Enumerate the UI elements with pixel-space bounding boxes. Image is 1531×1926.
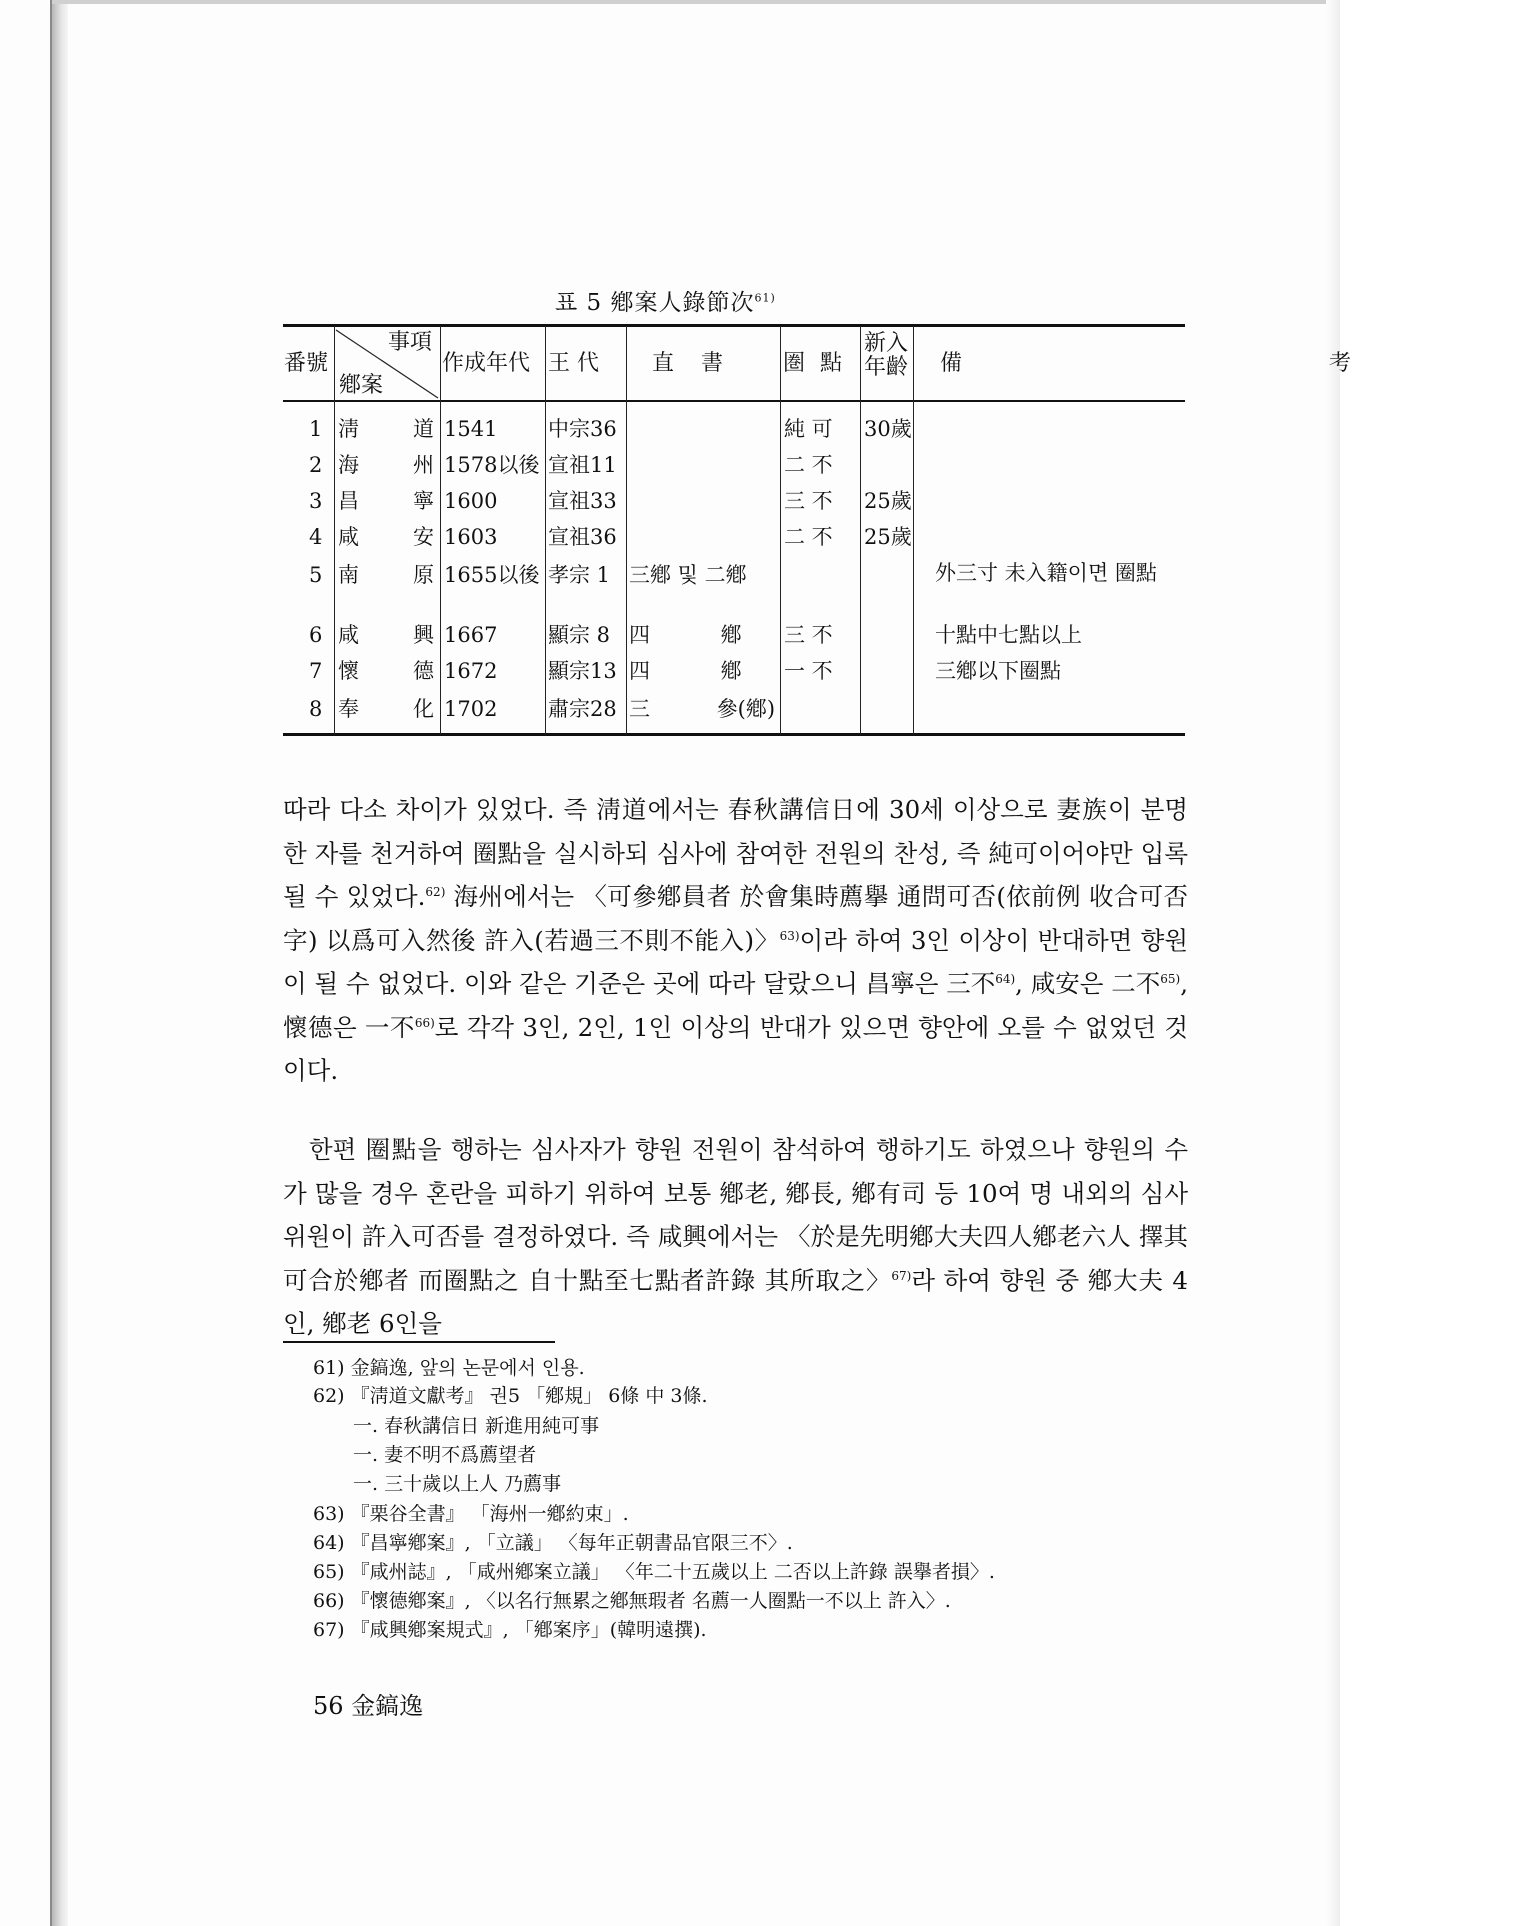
row-year: 1578以後: [444, 453, 540, 477]
row-king: 顯宗 8: [548, 623, 611, 647]
footnote-ref: 65): [1160, 971, 1181, 986]
header-hyangan: 鄕案: [339, 373, 384, 398]
row-remarks: 三鄕以下圈點: [935, 659, 1061, 683]
row-year: 1600: [444, 489, 498, 513]
footnote-ref: 67): [891, 1268, 912, 1283]
table-col-divider: [440, 326, 441, 735]
row-place-char: 昌: [338, 489, 359, 513]
row-place-char: 興: [413, 623, 434, 647]
row-place-char: 安: [413, 525, 434, 549]
footnote-62-item: 一. 妻不明不爲薦望者: [353, 1444, 537, 1466]
footnote-ref: 66): [414, 1015, 435, 1030]
footnote-66: 66) 『懷德鄕案』, 〈以名行無累之鄕無瑕者 名薦一人圈點一不以上 許入〉.: [313, 1590, 951, 1612]
footnote-62-item: 一. 三十歲以上人 乃薦事: [353, 1473, 562, 1495]
table-caption-text: 표 5 鄕案人錄節次: [555, 290, 755, 316]
row-king: 孝宗 1: [548, 563, 611, 587]
row-age: 25歲: [864, 525, 912, 549]
header-king: 王 代: [548, 351, 599, 376]
row-circle: 二 不: [784, 453, 833, 477]
header-number: 番號: [284, 351, 329, 376]
row-place: [338, 622, 434, 648]
row-king: 顯宗13: [548, 659, 617, 683]
row-place: [338, 562, 434, 588]
row-year: 1655以後: [444, 563, 540, 587]
page-right-shadow: [1326, 0, 1340, 1926]
row-number: 5: [309, 563, 323, 587]
header-item: 事項: [388, 330, 433, 355]
row-circle: 一 不: [784, 659, 833, 683]
row-year: 1603: [444, 525, 498, 549]
row-place-char: 咸: [338, 525, 359, 549]
header-year: 作成年代: [442, 351, 531, 376]
row-place: [338, 696, 434, 722]
header-circle-points: 圏 點: [783, 351, 846, 376]
page-top-edge: [52, 0, 1340, 4]
row-number: 8: [309, 697, 323, 721]
row-age: 30歲: [864, 417, 912, 441]
row-place-char: 淸: [338, 417, 359, 441]
para-text: 한편 圈點을 행하는 심사자가 향원 전원이 참석하여 행하기도 하였으나 향원의 수가 많을 경우 혼란을 피하기 위하여 보통 鄕老, 鄕長, 鄕有司 등 10여 명 내외의 심사위원이 許入可否를 결정하였다. 즉 咸興에서는 〈於是先明鄕大夫四人鄕老六人 擇其可合於鄕者 而圈點之 自十點至七點者許錄 其所取之〉: [283, 1135, 1188, 1295]
para-text: 라 하여 향원 중 鄕大夫 4인, 鄕老 6인을: [283, 1265, 1188, 1338]
body-paragraph-2: [283, 1128, 1188, 1346]
row-year: 1541: [444, 417, 498, 441]
table-col-divider: [626, 326, 627, 735]
para-text: 로 각각 3인, 2인, 1인 이상의 반대가 있으면 향안에 오를 수 없었던 것이다.: [283, 1012, 1188, 1085]
row-year: 1702: [444, 697, 498, 721]
row-king: 宣祖36: [548, 525, 617, 549]
header-criteria: 直 書: [652, 351, 733, 376]
footnote-ref: 63): [779, 928, 800, 943]
row-criteria: 三鄕 및 二鄕: [629, 563, 747, 587]
table-bottom-rule: [283, 733, 1185, 736]
row-criteria: 三 參(鄕): [629, 697, 776, 721]
row-circle: 三 不: [784, 623, 833, 647]
row-number: 1: [309, 417, 323, 441]
para-text: 따라 다소 차이가 있었다. 즉 淸道에서는 春秋講信日에 30세 이상으로 妻族이 분명한 자를 천거하여 圈點을 실시하되 심사에 참여한 전원의 찬성, 즉 純可이어야만 입록될 수 있었다.: [283, 795, 1188, 911]
row-number: 4: [309, 525, 323, 549]
row-criteria: 四 鄕: [629, 623, 742, 647]
row-year: 1667: [444, 623, 498, 647]
footnote-separator: [283, 1341, 555, 1343]
table-col-divider: [860, 326, 861, 735]
para-text: 이라 하여 3인 이상이 반대하면 향원이 될 수 없었다. 이와 같은 기준은 곳에 따라 달랐으니 昌寧은 三不: [283, 925, 1188, 998]
row-place-char: 懷: [338, 659, 359, 683]
row-circle: 純 可: [784, 417, 833, 441]
footnote-64: 64) 『昌寧鄕案』, 「立議」 〈每年正朝書品官限三不〉.: [313, 1532, 793, 1554]
table-col-divider: [780, 326, 781, 735]
body-paragraph-1: [283, 788, 1188, 1093]
row-king: 宣祖11: [548, 453, 617, 477]
footnote-67: 67) 『咸興鄕案規式』, 「鄕案序」(韓明遠撰).: [313, 1619, 707, 1641]
row-place-char: 奉: [338, 697, 359, 721]
row-remarks: 十點中七點以上: [935, 623, 1082, 647]
footnote-62-item: 一. 春秋講信日 新進用純可事: [353, 1415, 600, 1437]
para-text: , 咸安은 二不: [1015, 969, 1161, 998]
footnote-61: 61) 金鎬逸, 앞의 논문에서 인용.: [313, 1357, 585, 1379]
row-place: [338, 524, 434, 550]
table-header-rule: [283, 400, 1185, 402]
row-place-char: 南: [338, 563, 359, 587]
table-col-divider: [913, 326, 914, 735]
para-text: , 懷德은 一不: [283, 969, 1188, 1042]
row-place-char: 寧: [413, 489, 434, 513]
row-place-char: 道: [413, 417, 434, 441]
footnote-62: 62) 『淸道文獻考』 권5 「鄕規」 6條 中 3條.: [313, 1385, 708, 1407]
table-col-divider: [545, 326, 546, 735]
para-text: 海州에서는 〈可參鄕員者 於會集時薦擧 通問可否(依前例 收合可否字) 以爲可入然後 許入(若過三不則不能入)〉: [283, 882, 1189, 955]
row-remarks: 外三寸 未入籍이면 圈點: [935, 561, 1157, 585]
row-place-char: 咸: [338, 623, 359, 647]
header-new-age: 新入年齡: [864, 331, 909, 380]
row-place-char: 海: [338, 453, 359, 477]
row-place: [338, 416, 434, 442]
page-number-author: 56 金鎬逸: [313, 1692, 424, 1720]
row-king: 中宗36: [548, 417, 617, 441]
footnote-ref: 64): [995, 971, 1016, 986]
row-place: [338, 488, 434, 514]
table-caption-footnote-ref: 61): [754, 291, 776, 305]
row-place: [338, 658, 434, 684]
row-place-char: 原: [413, 563, 434, 587]
row-year: 1672: [444, 659, 498, 683]
row-king: 宣祖33: [548, 489, 617, 513]
row-number: 3: [309, 489, 323, 513]
row-place-char: 德: [413, 659, 434, 683]
row-criteria: 四 鄕: [629, 659, 742, 683]
row-number: 6: [309, 623, 323, 647]
header-remarks: 備 考: [940, 351, 1531, 376]
row-number: 7: [309, 659, 323, 683]
footnote-63: 63) 『栗谷全書』 「海州一鄕約束」.: [313, 1503, 629, 1525]
row-king: 肅宗28: [548, 697, 617, 721]
row-place: [338, 452, 434, 478]
footnote-65: 65) 『咸州誌』, 「咸州鄕案立議」 〈年二十五歲以上 二否以上許錄 誤擧者損〉.: [313, 1561, 995, 1583]
row-place-char: 州: [413, 453, 434, 477]
table-caption: [555, 284, 776, 317]
row-place-char: 化: [413, 697, 434, 721]
row-age: 25歲: [864, 489, 912, 513]
row-circle: 二 不: [784, 525, 833, 549]
footnote-ref: 62): [425, 884, 446, 899]
page-binding-shadow: [52, 0, 68, 1926]
row-circle: 三 不: [784, 489, 833, 513]
row-number: 2: [309, 453, 323, 477]
